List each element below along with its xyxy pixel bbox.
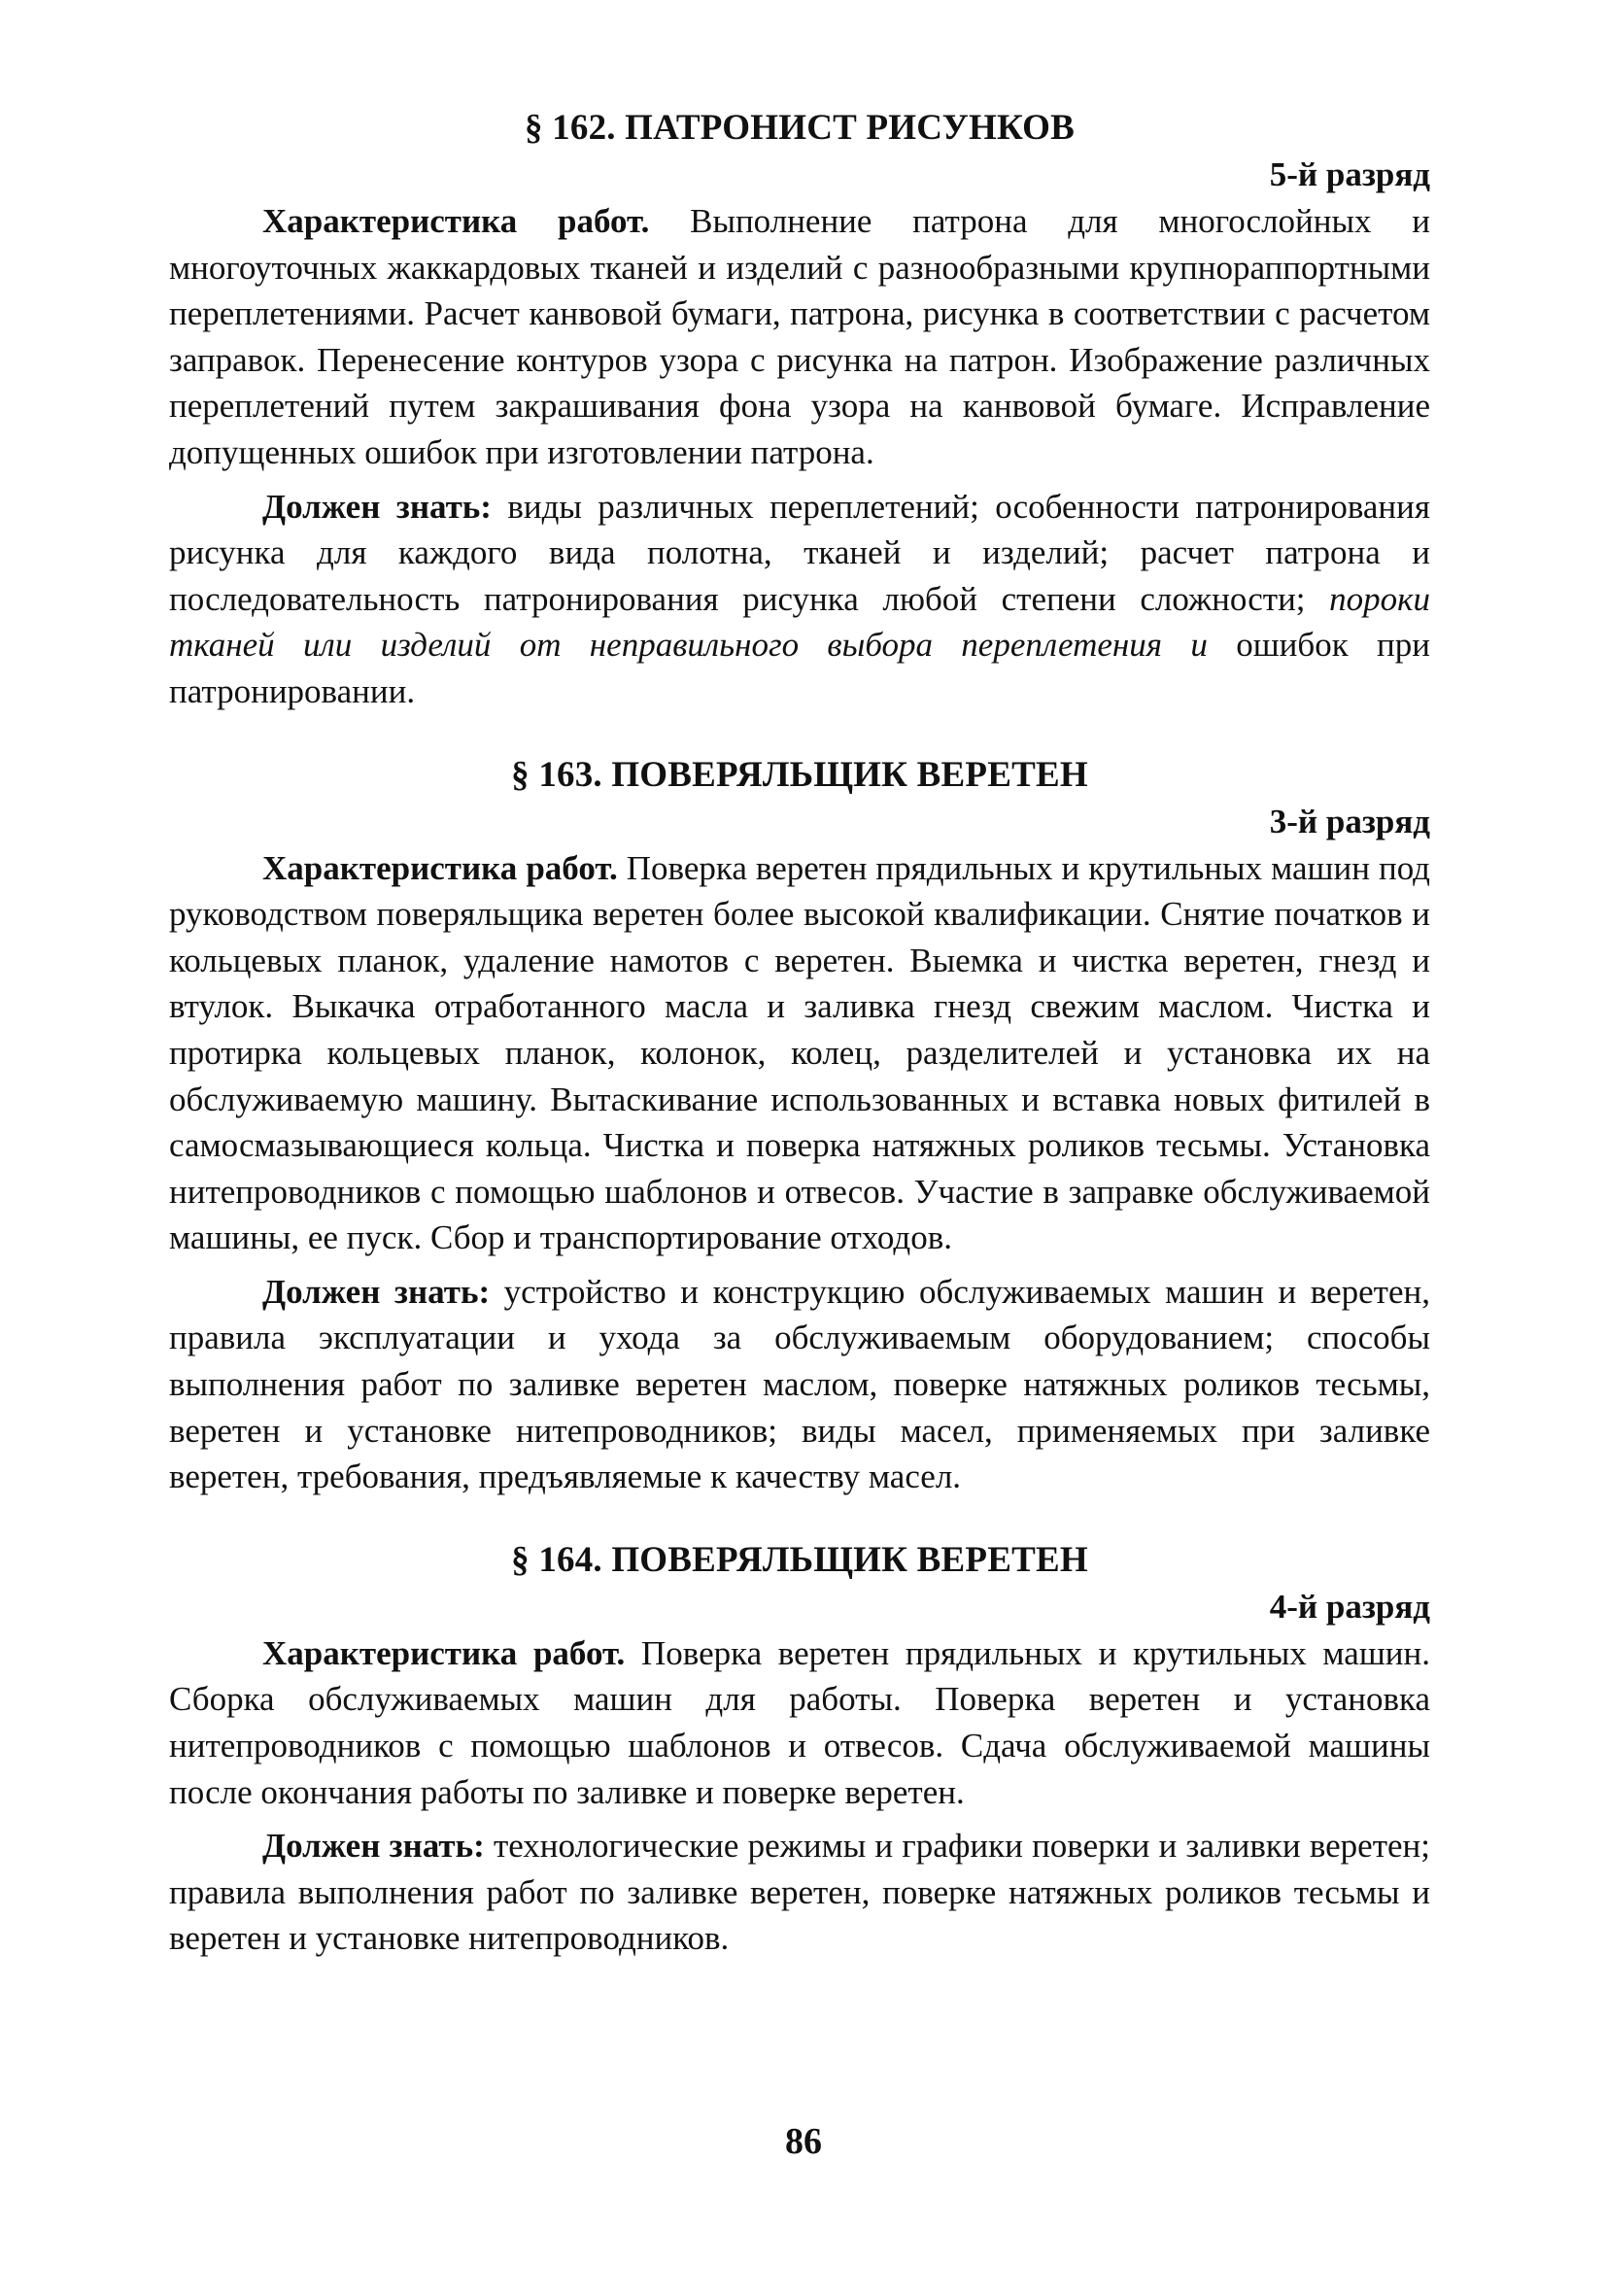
must-know-text: устройство и конструкцию обслуживаемых машин и веретен, правила эксплуатации и ухода за обслуживаемым оборудованием; способы выполнения работ по заливке веретен маслом, поверке натяжных роликов тесьмы, веретен и установке нитепроводников; виды масел, применяемых при заливке веретен, требования, предъявляемые к качеству масел.	[169, 1272, 1430, 1496]
work-characteristics-paragraph	[169, 845, 1430, 1261]
must-know-lead: Должен знать:	[262, 487, 492, 526]
must-know-tail-text: ошибок при патронировании.	[169, 626, 1430, 710]
must-know-lead: Должен знать:	[262, 1272, 491, 1311]
section-162	[169, 105, 1430, 715]
section-164	[169, 1537, 1430, 1962]
section-163	[169, 752, 1430, 1500]
grade-label: 5-й разряд	[1269, 155, 1430, 193]
work-characteristics-lead: Характеристика работ.	[262, 202, 650, 240]
work-characteristics-text: Поверка веретен прядильных и крутильных машин под руководством поверяльщика веретен более высокой квалификации. Снятие початков и кольцевых планок, удаление намотов с веретен. Выемка и чистка веретен, гнезд и втулок. Выкачка отработанного масла и заливка гнезд свежим маслом. Чистка и протирка кольцевых планок, колонок, колец, разделителей и установка их на обслуживаемую машину. Вытаскивание использованных и вставка новых фитилей в самосмазывающиеся кольца. Чистка и поверка натяжных роликов тесьмы. Установка нитепроводников с помощью шаблонов и отвесов. Участие в заправке обслуживаемой машины, ее пуск. Сбор и транспортирование отходов.	[169, 848, 1430, 1257]
grade-label: 3-й разряд	[1269, 802, 1430, 840]
must-know-paragraph	[169, 1269, 1430, 1500]
page-number: 86	[785, 2121, 822, 2162]
must-know-paragraph	[169, 484, 1430, 715]
work-characteristics-lead: Характеристика работ.	[262, 848, 618, 887]
document-page	[169, 105, 1430, 1970]
work-characteristics-lead: Характеристика работ.	[262, 1633, 626, 1672]
section-title: § 162. ПАТРОНИСТ РИСУНКОВ	[525, 108, 1075, 148]
must-know-paragraph	[169, 1823, 1430, 1962]
grade-label: 4-й разряд	[1269, 1587, 1430, 1626]
must-know-text: виды различных переплетений; особенности патронирования рисунка для каждого вида полотна, тканей и изделий; расчет патрона и последовательность патронирования рисунка любой степени сложности;	[169, 487, 1430, 618]
work-characteristics-paragraph	[169, 198, 1430, 476]
must-know-lead: Должен знать:	[262, 1827, 485, 1866]
work-characteristics-text: Поверка веретен прядильных и крутильных машин. Сборка обслуживаемых машин для работы. Поверка веретен и установка нитепроводников с помощью шаблонов и отвесов. Сдача обслуживаемой машины после окончания работы по заливке и поверке веретен.	[169, 1633, 1430, 1811]
section-title: § 164. ПОВЕРЯЛЬЩИК ВЕРЕТЕН	[511, 1539, 1088, 1580]
work-characteristics-paragraph	[169, 1630, 1430, 1815]
section-title: § 163. ПОВЕРЯЛЬЩИК ВЕРЕТЕН	[511, 754, 1088, 795]
must-know-italic-text: пороки тканей или изделий от неправильного выбора переплетения и	[169, 579, 1430, 665]
work-characteristics-text: Выполнение патрона для многослойных и многоуточных жаккардовых тканей и изделий с разнообразными крупнораппортными переплетениями. Расчет канвовой бумаги, патрона, рисунка в соответствии с расчетом заправок. Перенесение контуров узора с рисунка на патрон. Изображение различных переплетений путем закрашивания фона узора на канвовой бумаге. Исправление допущенных ошибок при изготовлении патрона.	[169, 202, 1430, 471]
must-know-text: технологические режимы и графики поверки и заливки веретен; правила выполнения работ по заливке веретен, поверке натяжных роликов тесьмы и веретен и установке нитепроводников.	[169, 1827, 1430, 1958]
